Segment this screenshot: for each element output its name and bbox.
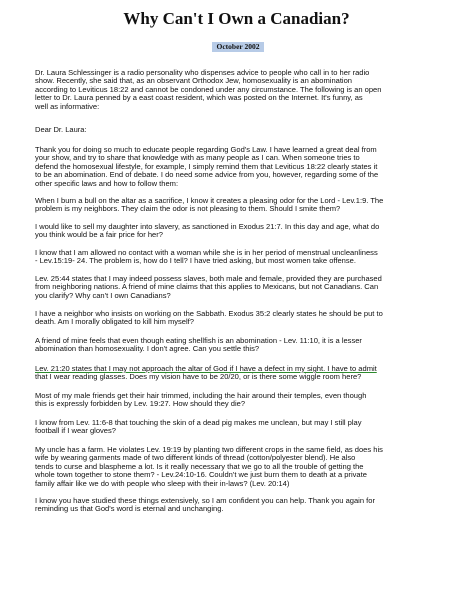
paragraph-line: I know from Lev. 11:6-8 that touching the skin of a dead pig makes me unclean, but may I still play xyxy=(35,418,362,427)
paragraph-line: reminding us that God's word is eternal and unchanging. xyxy=(35,504,224,514)
paragraph-line: My uncle has a farm. He violates Lev. 19:19 by planting two different crops in the same field, as does his xyxy=(35,445,383,454)
paragraph-line: you think would be a fair price for her? xyxy=(35,230,163,240)
paragraph-line: I have a neighbor who insists on working on the Sabbath. Exodus 35:2 clearly states he should be put to xyxy=(35,309,383,318)
paragraph-line: Thank you for doing so much to educate people regarding God's Law. I have learned a great deal from xyxy=(35,145,377,154)
paragraph-10 xyxy=(35,419,448,436)
paragraph-line: defend the homosexual lifestyle, for example, I simply remind them that Leviticus 18:22 clearly states it xyxy=(35,161,378,171)
paragraph-line: from neighboring nations. A friend of mine claims that this applies to Mexicans, but not Canadians. Can xyxy=(35,282,379,292)
paragraph-9 xyxy=(35,392,448,409)
intro-paragraph xyxy=(35,69,448,111)
paragraph-11 xyxy=(35,446,448,488)
paragraph-line: to be an abomination. End of debate. I do need some advice from you, however, regarding some of the xyxy=(35,170,379,180)
paragraph-7 xyxy=(35,337,448,354)
paragraph-2 xyxy=(35,197,448,214)
paragraph-line: death. Am I morally obligated to kill him myself? xyxy=(35,317,194,327)
paragraph-line: problem is my neighbors. They claim the odor is not pleasing to them. Should I smite them? xyxy=(35,204,341,214)
date-highlight: October 2002 xyxy=(212,42,264,52)
paragraph-8 xyxy=(35,365,448,382)
paragraph-3 xyxy=(35,223,448,240)
intro-line: letter to Dr. Laura penned by a east coast resident, which was posted on the Internet. It's funny, as xyxy=(35,93,363,103)
intro-line: well as informative: xyxy=(35,101,100,111)
paragraph-line: I know that I am allowed no contact with a woman while she is in her period of menstrual uncleanliness xyxy=(35,248,378,257)
paragraph-5 xyxy=(35,275,448,300)
paragraph-line: Lev. 25:44 states that I may indeed possess slaves, both male and female, provided they are purchased xyxy=(35,274,382,283)
paragraph-12 xyxy=(35,497,448,514)
paragraph-line: your show, and try to share that knowledge with as many people as I can. When someone tries to xyxy=(35,153,360,163)
paragraph-line: other specific laws and how to follow them: xyxy=(35,178,179,188)
paragraph-4 xyxy=(35,249,448,266)
paragraph-line: A friend of mine feels that even though eating shellfish is an abomination - Lev. 11:10, it is a lesser xyxy=(35,336,362,345)
paragraph-line: Lev. 21:20 states that I may not approach the altar of God if I have a defect in my sight. I have to admit xyxy=(35,364,377,373)
intro-line: according to Leviticus 18:22 and cannot be condoned under any circumstance. The following is an open xyxy=(35,84,382,94)
paragraph-line: Most of my male friends get their hair trimmed, including the hair around their temples, even though xyxy=(35,391,367,400)
paragraph-6 xyxy=(35,310,448,327)
page-title: Why Can't I Own a Canadian? xyxy=(123,9,350,28)
paragraph-line: you clarify? Why can't I own Canadians? xyxy=(35,290,171,300)
paragraph-line: abomination than homosexuality. I don't agree. Can you settle this? xyxy=(35,344,260,354)
paragraph-line: tends to curse and blaspheme a lot. Is it really necessary that we go to all the trouble of getting the xyxy=(35,461,364,471)
paragraph-line: whole town together to stone them? - Lev.24:10-16. Couldn't we just burn them to death at a private xyxy=(35,470,367,480)
paragraph-line: that I wear reading glasses. Does my vision have to be 20/20, or is there some wiggle room here? xyxy=(35,372,362,382)
intro-line-part: Dr. Laura Schlessinger is a radio personality who dispenses advice to people who call in to her radio xyxy=(35,68,370,77)
paragraph-line: I would like to sell my daughter into slavery, as sanctioned in Exodus 21:7. In this day and age, what do xyxy=(35,222,380,231)
paragraph-line: family affair like we do with people who sleep with their in-laws? (Lev. 20:14) xyxy=(35,478,290,488)
intro-line: show. Recently, she said that, as an observant Orthodox Jew, homosexuality is an abomination xyxy=(35,76,353,86)
paragraph-line: wife by wearing garments made of two different kinds of thread (cotton/polyester blend). He also xyxy=(35,453,356,463)
paragraph-line: I know you have studied these things extensively, so I am confident you can help. Thank you again for xyxy=(35,496,375,505)
paragraph-line: football if I wear gloves? xyxy=(35,426,116,436)
paragraph-line: this is expressly forbidden by Lev. 19:27. How should they die? xyxy=(35,399,246,409)
paragraph-1 xyxy=(35,146,448,188)
paragraph-line: - Lev.15:19- 24. The problem is, how do I tell? I have tried asking, but most women take offense. xyxy=(35,256,356,266)
greeting: Dear Dr. Laura: xyxy=(35,125,87,134)
paragraph-line: When I burn a bull on the altar as a sacrifice, I know it creates a pleasing odor for the Lord - Lev.1:9. The xyxy=(35,196,384,205)
